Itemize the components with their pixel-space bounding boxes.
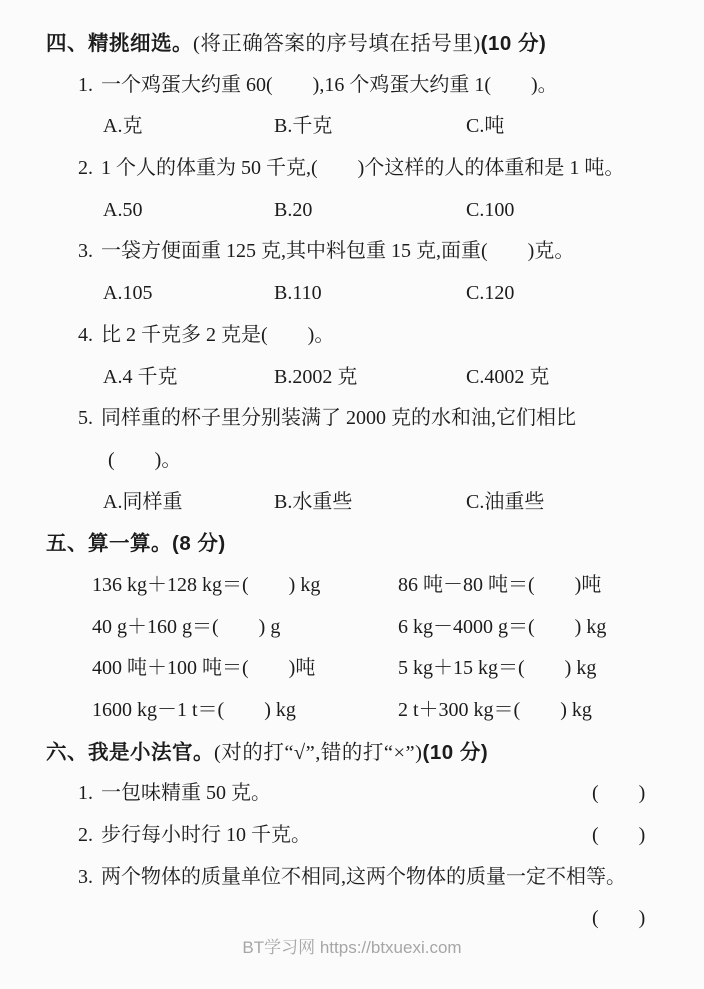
- option-b: B.千克: [274, 115, 333, 138]
- question-text: 同样重的杯子里分别装满了 2000 克的水和油,它们相比: [101, 407, 576, 430]
- calc-row-4: [0, 690, 704, 732]
- option-a: A.克: [103, 115, 143, 138]
- calc-row-1: [0, 565, 704, 607]
- section-calc-title: 五、算一算。: [46, 532, 172, 556]
- question-number: 1.: [78, 782, 93, 805]
- mc-options-1: [0, 106, 704, 148]
- section-calc-score: (8 分): [172, 532, 226, 556]
- calc-right: 5 kg＋15 kg＝( ) kg: [398, 657, 597, 680]
- judge-item-3-bracket-line: [0, 898, 704, 940]
- option-c: C.油重些: [466, 490, 545, 513]
- section-judge-header: [0, 732, 704, 774]
- mc-question-3: [0, 231, 704, 273]
- calc-right: 86 吨－80 吨＝( )吨: [398, 573, 602, 596]
- mc-question-1: [0, 65, 704, 107]
- section-judge-title: 六、我是小法官。: [46, 740, 214, 764]
- question-text: 一个鸡蛋大约重 60( ),16 个鸡蛋大约重 1( )。: [101, 73, 558, 96]
- judge-item-text: 一包味精重 50 克。: [101, 782, 271, 805]
- calc-right: 2 t＋300 kg＝( ) kg: [398, 699, 592, 721]
- judge-item-text: 步行每小时行 10 千克。: [101, 824, 311, 847]
- judge-item-2: [0, 815, 704, 857]
- option-c: C.120: [466, 282, 515, 305]
- question-number: 2.: [78, 157, 93, 180]
- option-a: A.50: [103, 198, 143, 221]
- question-text: 比 2 千克多 2 克是( )。: [101, 323, 335, 346]
- section-choice-instruction: (将正确答案的序号填在括号里): [193, 33, 481, 55]
- calc-row-3: [0, 648, 704, 690]
- answer-bracket: ( ): [592, 824, 646, 847]
- mc-options-2: [0, 190, 704, 232]
- mc-question-5-continuation: [0, 440, 704, 482]
- option-c: C.吨: [466, 115, 505, 138]
- section-judge-instruction: (对的打“√”,错的打“×”): [214, 741, 423, 764]
- question-number: 3.: [78, 865, 93, 888]
- answer-bracket: ( )。: [108, 448, 182, 471]
- option-b: B.水重些: [274, 490, 353, 513]
- section-choice-score: (10 分): [480, 32, 547, 55]
- judge-item-1: [0, 773, 704, 815]
- calc-left: 400 吨＋100 吨＝( )吨: [92, 657, 316, 680]
- question-number: 4.: [78, 323, 93, 346]
- calc-row-2: [0, 607, 704, 649]
- mc-question-4: [0, 315, 704, 357]
- calc-left: 136 kg＋128 kg＝( ) kg: [92, 573, 321, 596]
- mc-options-4: [0, 357, 704, 399]
- judge-item-text: 两个物体的质量单位不相同,这两个物体的质量一定不相等。: [101, 865, 626, 888]
- option-c: C.4002 克: [466, 365, 550, 388]
- question-number: 1.: [78, 73, 93, 96]
- section-calc-header: [0, 523, 704, 565]
- section-choice-header: [0, 23, 704, 65]
- question-text: 1 个人的体重为 50 千克,( )个这样的人的体重和是 1 吨。: [101, 157, 625, 180]
- answer-bracket: ( ): [592, 782, 646, 805]
- option-b: B.110: [274, 282, 322, 305]
- option-c: C.100: [466, 198, 515, 221]
- watermark: BT学习网 https://btxuexi.com: [242, 938, 462, 958]
- calc-left: 40 g＋160 g＝( ) g: [92, 615, 281, 638]
- mc-question-5: [0, 398, 704, 440]
- option-b: B.20: [274, 198, 313, 221]
- calc-right: 6 kg－4000 g＝( ) kg: [398, 615, 607, 638]
- mc-question-2: [0, 148, 704, 190]
- option-b: B.2002 克: [274, 365, 358, 388]
- section-choice-title: 四、精挑细选。: [46, 32, 193, 55]
- question-number: 5.: [78, 407, 93, 430]
- option-a: A.同样重: [103, 490, 183, 513]
- question-number: 2.: [78, 824, 93, 847]
- question-text: 一袋方便面重 125 克,其中料包重 15 克,面重( )克。: [101, 240, 575, 263]
- judge-item-3: [0, 857, 704, 899]
- section-judge-score: (10 分): [422, 740, 489, 764]
- question-number: 3.: [78, 240, 93, 263]
- mc-options-5: [0, 482, 704, 524]
- option-a: A.105: [103, 282, 153, 305]
- calc-left: 1600 kg－1 t＝( ) kg: [92, 699, 296, 721]
- mc-options-3: [0, 273, 704, 315]
- answer-bracket: ( ): [592, 907, 646, 930]
- option-a: A.4 千克: [103, 365, 178, 388]
